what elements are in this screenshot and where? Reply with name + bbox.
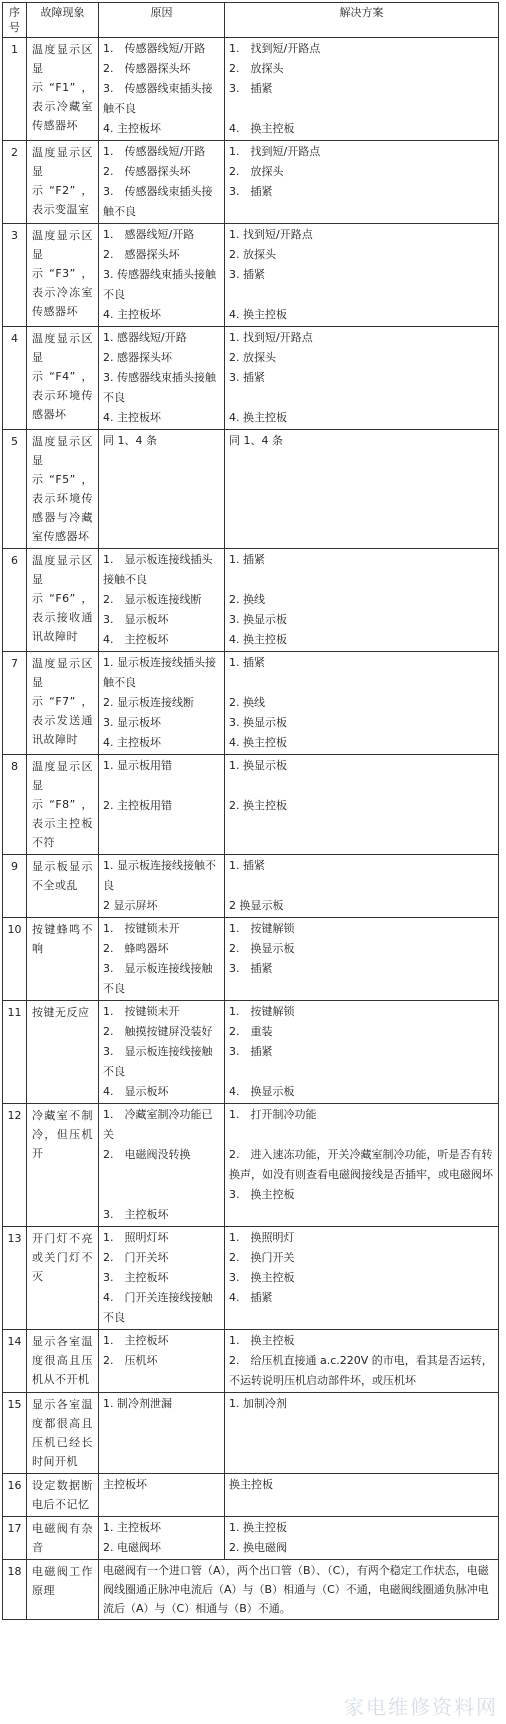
fault-symptom: 开门灯不亮或关门灯不灭 bbox=[27, 1227, 99, 1330]
fault-solution bbox=[225, 652, 499, 755]
cause-line: 3. 传感器线束插头接触不良 bbox=[103, 371, 216, 404]
fault-symptom: 电磁阀工作原理 bbox=[27, 1560, 99, 1620]
header-symptom: 故障现象 bbox=[27, 3, 99, 38]
solution-line: 2. 放探头 bbox=[229, 248, 276, 261]
fault-symptom: 温度显示区显示“F5”，表示环境传感器与冷藏室传感器坏 bbox=[27, 430, 99, 549]
solution-line: 2. 放探头 bbox=[229, 62, 284, 75]
fault-cause bbox=[99, 855, 225, 918]
fault-symptom: 电磁阀有杂音 bbox=[27, 1517, 99, 1560]
fault-solution bbox=[225, 855, 499, 918]
cause-line: 1. 显示板连接线插头接触不良 bbox=[103, 553, 213, 586]
fault-solution bbox=[225, 141, 499, 224]
solution-line: 2. 进入速冻功能，开关冷藏室制冷功能，听是否有转换声，如没有则查看电磁阀接线是否插牢，或电磁阀坏 bbox=[229, 1148, 493, 1181]
solution-line: 3. 换显示板 bbox=[229, 613, 287, 626]
fault-cause bbox=[99, 327, 225, 430]
solution-line: 1. 打开制冷功能 bbox=[229, 1108, 317, 1121]
fault-cause bbox=[99, 141, 225, 224]
fault-solution bbox=[225, 755, 499, 855]
fault-symptom: 显示各室温度都很高且压机已经长时间开机 bbox=[27, 1393, 99, 1474]
solution-line: 4. 换主控板 bbox=[229, 411, 287, 424]
table-row bbox=[3, 327, 499, 430]
fault-symptom: 显示板显示不全或乱 bbox=[27, 855, 99, 918]
cause-line: 1. 显示板连接线接触不良 bbox=[103, 859, 216, 892]
cause-line: 3. 主控板坏 bbox=[103, 1208, 169, 1221]
row-number: 11 bbox=[3, 1001, 27, 1104]
solution-line: 2. 换显示板 bbox=[229, 942, 295, 955]
fault-cause bbox=[99, 652, 225, 755]
fault-cause bbox=[99, 918, 225, 1001]
cause-line: 2. 电磁阀没转换 bbox=[103, 1148, 191, 1161]
solution-line bbox=[229, 99, 494, 119]
table-row bbox=[3, 1517, 499, 1560]
row-number: 7 bbox=[3, 652, 27, 755]
fault-cause bbox=[99, 430, 225, 549]
fault-symptom: 温度显示区显示“F2”，表示变温室 bbox=[27, 141, 99, 224]
solution-line bbox=[229, 876, 494, 896]
table-row bbox=[3, 1001, 499, 1104]
cause-line: 1. 传感器线短/开路 bbox=[103, 145, 206, 158]
row-number: 2 bbox=[3, 141, 27, 224]
cause-line: 3. 显示板坏 bbox=[103, 716, 161, 729]
cause-line: 3. 传感器线束插头接触不良 bbox=[103, 268, 216, 301]
watermark: 家电维修资料网 bbox=[344, 1695, 498, 1719]
cause-line: 3. 显示板连接线接触不良 bbox=[103, 962, 213, 995]
fault-solution bbox=[225, 1517, 499, 1560]
solution-line bbox=[229, 570, 494, 590]
solution-line: 1. 换主控板 bbox=[229, 1334, 295, 1347]
table-row bbox=[3, 1393, 499, 1474]
solution-line: 3. 插紧 bbox=[229, 962, 273, 975]
cause-line: 3. 显示板坏 bbox=[103, 613, 169, 626]
fault-cause bbox=[99, 224, 225, 327]
fault-cause bbox=[99, 1330, 225, 1393]
cause-line: 1. 显示板用错 bbox=[103, 759, 172, 772]
row-number: 13 bbox=[3, 1227, 27, 1330]
principle-description: 电磁阀有一个进口管（A），两个出口管（B）、（C），有两个稳定工作状态，电磁阀线圈通正脉冲电流后（A）与（B）相通与（C）不通，电磁阀线圈通负脉冲电流后（A）与（C）相通与（B）不通。 bbox=[99, 1560, 499, 1620]
cause-line: 1. 主控板坏 bbox=[103, 1334, 169, 1347]
solution-line: 2. 换线 bbox=[229, 696, 265, 709]
fault-symptom: 温度显示区显示“F3”，表示冷冻室传感器坏 bbox=[27, 224, 99, 327]
fault-symptom: 显示各室温度很高且压机从不开机 bbox=[27, 1330, 99, 1393]
table-row bbox=[3, 1560, 499, 1620]
header-cause: 原因 bbox=[99, 3, 225, 38]
row-number: 5 bbox=[3, 430, 27, 549]
fault-cause bbox=[99, 1104, 225, 1227]
solution-line bbox=[229, 285, 494, 305]
solution-line: 1. 找到短/开路点 bbox=[229, 331, 313, 344]
fault-solution bbox=[225, 38, 499, 141]
cause-line: 2. 传感器探头坏 bbox=[103, 62, 191, 75]
solution-line: 1. 插紧 bbox=[229, 553, 265, 566]
solution-line: 4. 插紧 bbox=[229, 1291, 273, 1304]
fault-solution bbox=[225, 224, 499, 327]
fault-cause bbox=[99, 1474, 225, 1517]
cause-line: 2. 电磁阀坏 bbox=[103, 1541, 161, 1554]
row-number: 9 bbox=[3, 855, 27, 918]
cause-line: 3. 传感器线束插头接触不良 bbox=[103, 185, 213, 218]
solution-line: 3. 插紧 bbox=[229, 371, 265, 384]
fault-solution bbox=[225, 1001, 499, 1104]
solution-line: 3. 换主控板 bbox=[229, 1271, 295, 1284]
solution-line: 1. 换照明灯 bbox=[229, 1231, 295, 1244]
cause-line: 4. 显示板坏 bbox=[103, 1085, 169, 1098]
fault-solution bbox=[225, 918, 499, 1001]
solution-line: 4. 换主控板 bbox=[229, 122, 295, 135]
solution-line: 4. 换主控板 bbox=[229, 736, 287, 749]
fault-symptom: 温度显示区显示“F7”，表示发送通讯故障时 bbox=[27, 652, 99, 755]
solution-line: 1. 找到短/开路点 bbox=[229, 228, 313, 241]
cause-line: 主控板坏 bbox=[103, 1478, 147, 1491]
solution-line: 同 1、4 条 bbox=[229, 434, 283, 447]
table-row bbox=[3, 224, 499, 327]
solution-line: 4. 换显示板 bbox=[229, 1085, 295, 1098]
fault-solution bbox=[225, 1474, 499, 1517]
cause-line bbox=[103, 1185, 220, 1205]
cause-line: 2. 感器探头坏 bbox=[103, 248, 180, 261]
solution-line: 1. 插紧 bbox=[229, 859, 265, 872]
row-number: 16 bbox=[3, 1474, 27, 1517]
table-row bbox=[3, 1104, 499, 1227]
cause-line: 2. 触摸按键屏没装好 bbox=[103, 1025, 213, 1038]
fault-solution bbox=[225, 549, 499, 652]
fault-cause bbox=[99, 1001, 225, 1104]
solution-line: 3. 插紧 bbox=[229, 268, 265, 281]
cause-line: 4. 主控板坏 bbox=[103, 736, 161, 749]
cause-line: 3. 显示板连接线接触不良 bbox=[103, 1045, 213, 1078]
cause-line: 2. 感器探头坏 bbox=[103, 351, 172, 364]
cause-line: 4. 主控板坏 bbox=[103, 411, 161, 424]
solution-line: 2. 重装 bbox=[229, 1025, 273, 1038]
solution-line bbox=[229, 388, 494, 408]
row-number: 3 bbox=[3, 224, 27, 327]
fault-symptom: 冷藏室不制冷，但压机开 bbox=[27, 1104, 99, 1227]
row-number: 10 bbox=[3, 918, 27, 1001]
fault-symptom: 温度显示区显示“F1”，表示冷藏室传感器坏 bbox=[27, 38, 99, 141]
table-row bbox=[3, 1474, 499, 1517]
fault-cause bbox=[99, 38, 225, 141]
solution-line: 2 换显示板 bbox=[229, 899, 284, 912]
header-no: 序号 bbox=[3, 3, 27, 38]
solution-line: 1. 换主控板 bbox=[229, 1521, 287, 1534]
cause-line: 1. 冷藏室制冷功能已关 bbox=[103, 1108, 213, 1141]
fault-symptom: 按键蜂鸣不响 bbox=[27, 918, 99, 1001]
row-number: 1 bbox=[3, 38, 27, 141]
fault-cause bbox=[99, 755, 225, 855]
fault-cause bbox=[99, 549, 225, 652]
fault-solution bbox=[225, 1227, 499, 1330]
row-number: 14 bbox=[3, 1330, 27, 1393]
solution-line: 3. 插紧 bbox=[229, 82, 273, 95]
cause-line: 2. 显示板连接线断 bbox=[103, 696, 194, 709]
solution-line: 1. 找到短/开路点 bbox=[229, 42, 321, 55]
fault-solution bbox=[225, 327, 499, 430]
fault-solution bbox=[225, 430, 499, 549]
cause-line bbox=[103, 1165, 220, 1185]
fault-solution bbox=[225, 1393, 499, 1474]
solution-line: 3. 换显示板 bbox=[229, 716, 287, 729]
solution-line: 4. 换主控板 bbox=[229, 308, 287, 321]
cause-line: 同 1、4 条 bbox=[103, 434, 157, 447]
solution-line bbox=[229, 1125, 494, 1145]
table-row bbox=[3, 755, 499, 855]
table-row bbox=[3, 430, 499, 549]
table-row bbox=[3, 652, 499, 755]
cause-line: 1. 照明灯坏 bbox=[103, 1231, 169, 1244]
cause-line: 2 显示屏坏 bbox=[103, 899, 158, 912]
cause-line: 1. 按键锁未开 bbox=[103, 1005, 180, 1018]
solution-line: 3. 换主控板 bbox=[229, 1188, 295, 1201]
fault-symptom: 设定数据断电后不记忆 bbox=[27, 1474, 99, 1517]
table-row bbox=[3, 918, 499, 1001]
solution-line: 1. 换显示板 bbox=[229, 759, 287, 772]
solution-line: 3. 插紧 bbox=[229, 185, 273, 198]
cause-line: 4. 门开关连接线接触不良 bbox=[103, 1291, 213, 1324]
table-row bbox=[3, 855, 499, 918]
cause-line: 1. 感器线短/开路 bbox=[103, 331, 187, 344]
table-row bbox=[3, 1330, 499, 1393]
table-row bbox=[3, 1227, 499, 1330]
header-solution: 解决方案 bbox=[225, 3, 499, 38]
row-number: 18 bbox=[3, 1560, 27, 1620]
cause-line: 3. 主控板坏 bbox=[103, 1271, 169, 1284]
solution-line bbox=[229, 776, 494, 796]
row-number: 17 bbox=[3, 1517, 27, 1560]
solution-line: 2. 换门开关 bbox=[229, 1251, 295, 1264]
cause-line: 2. 传感器探头坏 bbox=[103, 165, 191, 178]
table-row bbox=[3, 141, 499, 224]
cause-line: 1. 按键锁未开 bbox=[103, 922, 180, 935]
fault-symptom: 温度显示区显示“F8”，表示主控板不符 bbox=[27, 755, 99, 855]
solution-line: 2. 放探头 bbox=[229, 165, 284, 178]
fault-cause bbox=[99, 1517, 225, 1560]
solution-line: 2. 给压机直接通 a.c.220V 的市电，看其是否运转，不运转说明压机启动部件坏，或压机坏 bbox=[229, 1354, 493, 1387]
table-row bbox=[3, 38, 499, 141]
cause-line: 1. 制冷剂泄漏 bbox=[103, 1397, 172, 1410]
solution-line: 1. 按键解锁 bbox=[229, 1005, 295, 1018]
cause-line: 2. 压机坏 bbox=[103, 1354, 158, 1367]
solution-line: 1. 找到短/开路点 bbox=[229, 145, 321, 158]
solution-line: 2. 换电磁阀 bbox=[229, 1541, 287, 1554]
cause-line: 1. 显示板连接线插头接触不良 bbox=[103, 656, 216, 689]
solution-line: 4. 换主控板 bbox=[229, 633, 287, 646]
solution-line: 换主控板 bbox=[229, 1478, 273, 1491]
fault-cause bbox=[99, 1227, 225, 1330]
cause-line: 1. 主控板坏 bbox=[103, 1521, 161, 1534]
fault-symptom: 温度显示区显示“F6”，表示接收通讯故障时 bbox=[27, 549, 99, 652]
solution-line: 2. 换主控板 bbox=[229, 799, 287, 812]
fault-solution bbox=[225, 1330, 499, 1393]
fault-cause bbox=[99, 1393, 225, 1474]
row-number: 8 bbox=[3, 755, 27, 855]
row-number: 6 bbox=[3, 549, 27, 652]
fault-symptom: 温度显示区显示“F4”，表示环境传感器坏 bbox=[27, 327, 99, 430]
solution-line: 3. 插紧 bbox=[229, 1045, 273, 1058]
solution-line bbox=[229, 1062, 494, 1082]
fault-symptom: 按键无反应 bbox=[27, 1001, 99, 1104]
cause-line: 2. 门开关坏 bbox=[103, 1251, 169, 1264]
cause-line: 1. 感器线短/开路 bbox=[103, 228, 195, 241]
cause-line: 2. 显示板连接线断 bbox=[103, 593, 202, 606]
cause-line: 2. 主控板用错 bbox=[103, 799, 172, 812]
cause-line: 4. 主控板坏 bbox=[103, 122, 161, 135]
table-row bbox=[3, 549, 499, 652]
solution-line: 1. 插紧 bbox=[229, 656, 265, 669]
cause-line: 4. 主控板坏 bbox=[103, 633, 169, 646]
solution-line bbox=[229, 673, 494, 693]
cause-line: 3. 传感器线束插头接触不良 bbox=[103, 82, 213, 115]
fault-solution bbox=[225, 1104, 499, 1227]
row-number: 12 bbox=[3, 1104, 27, 1227]
row-number: 15 bbox=[3, 1393, 27, 1474]
cause-line bbox=[103, 776, 220, 796]
solution-line: 1. 按键解锁 bbox=[229, 922, 295, 935]
cause-line: 4. 主控板坏 bbox=[103, 308, 161, 321]
row-number: 4 bbox=[3, 327, 27, 430]
solution-line: 2. 换线 bbox=[229, 593, 265, 606]
cause-line: 2. 蜂鸣器坏 bbox=[103, 942, 169, 955]
solution-line: 1. 加制冷剂 bbox=[229, 1397, 287, 1410]
solution-line: 2. 放探头 bbox=[229, 351, 276, 364]
fault-table bbox=[2, 2, 499, 1620]
cause-line: 1. 传感器线短/开路 bbox=[103, 42, 206, 55]
table-header-row bbox=[3, 3, 499, 38]
